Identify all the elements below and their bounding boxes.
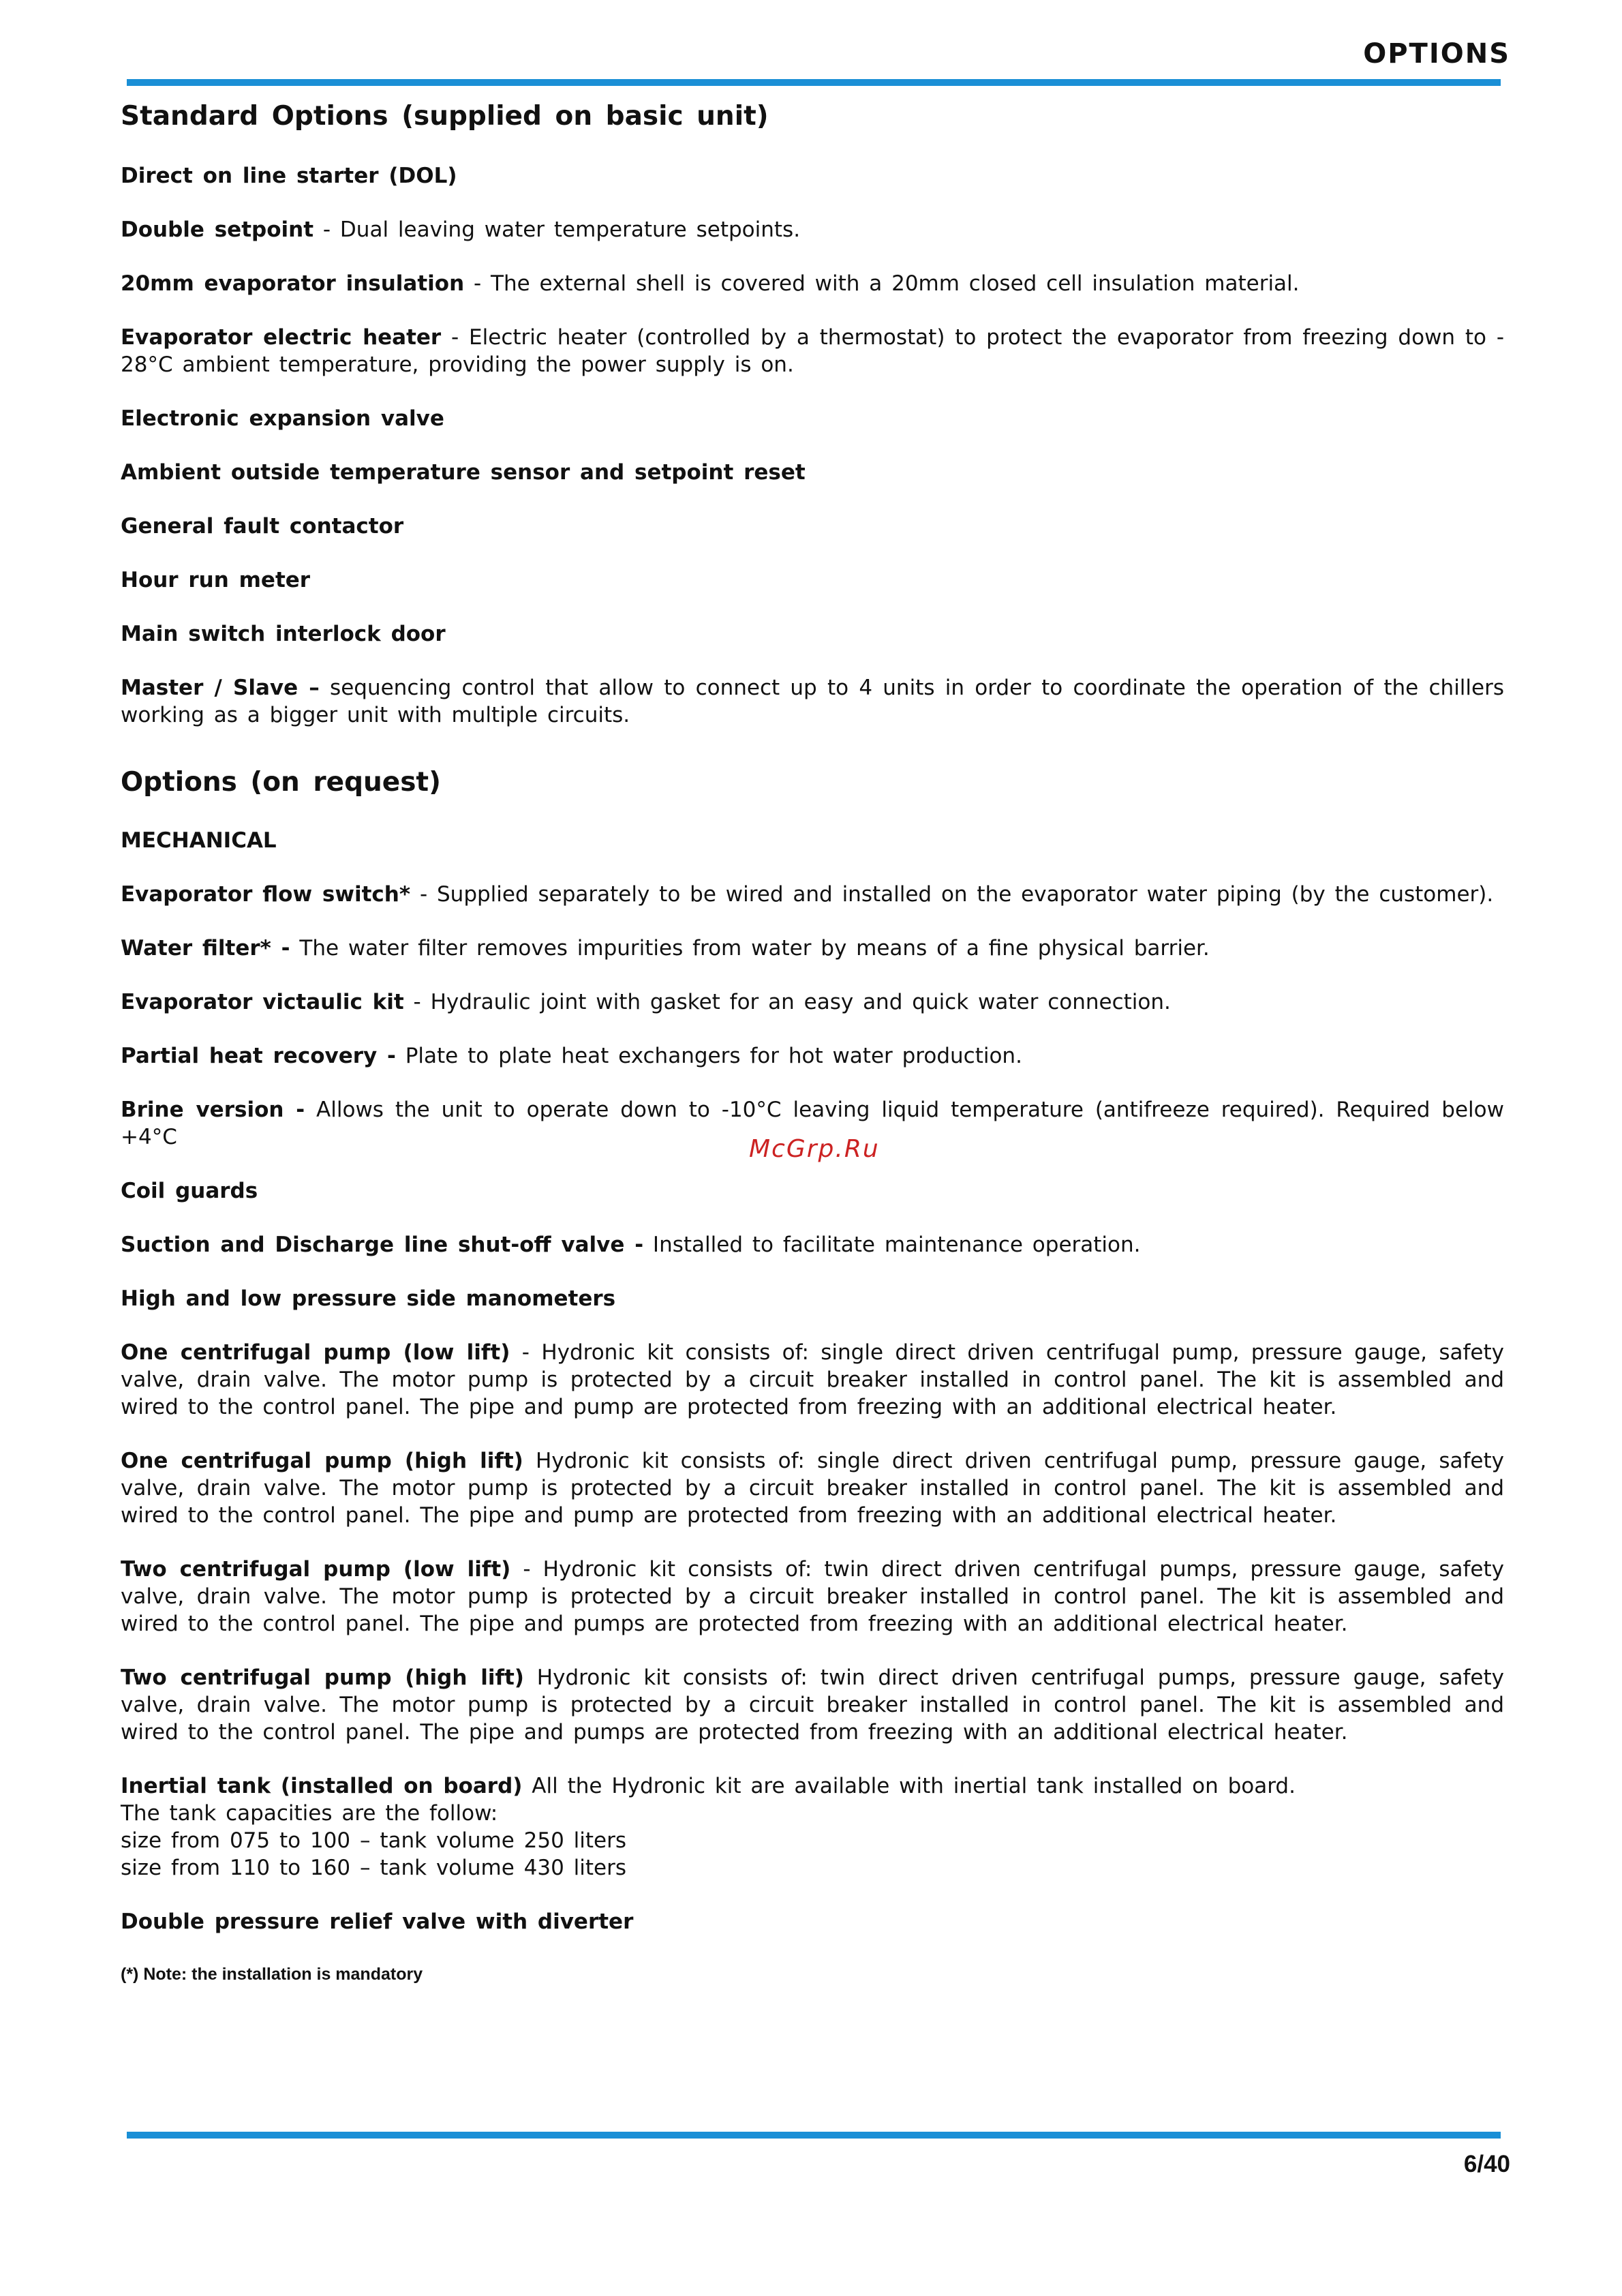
option-term: One centrifugal pump (low lift) [121,1340,510,1365]
option-description: sequencing control that allow to connect up to 4 units in order to coordinate the operation of the chillers working as a bigger unit with multiple circuits. [121,676,1504,727]
option-description: Plate to plate heat exchangers for hot water production. [395,1044,1022,1068]
option-description: - Hydronic kit consists of: single direct driven centrifugal pump, pressure gauge, safety valve, drain valve. The motor pump is protected by a circuit breaker installed in control panel. The kit is assembled and wired to the control panel. The pipe and pump are protected from freezing with an additional electrical heater. [121,1340,1504,1419]
option-term: Direct on line starter (DOL) [121,164,457,188]
standard-options-list [121,162,1504,729]
option-description: Installed to facilitate maintenance operation. [643,1233,1141,1257]
option-item [121,513,1504,540]
option-term: Brine version - [121,1098,305,1122]
request-options-list [121,881,1504,1746]
option-description: - Dual leaving water temperature setpoints. [313,217,801,242]
option-term: One centrifugal pump (high lift) [121,1449,523,1473]
option-term: Ambient outside temperature sensor and setpoint reset [121,460,806,485]
option-term: Double setpoint [121,217,314,242]
option-term: High and low pressure side manometers [121,1286,616,1311]
option-term: Water filter* - [121,936,290,961]
option-item [121,1231,1504,1258]
option-item [121,162,1504,190]
tank-capacity-row: size from 075 to 100 – tank volume 250 liters [121,1828,627,1853]
option-term: General fault contactor [121,514,404,539]
option-item [121,270,1504,297]
request-options-heading: Options (on request) [121,767,441,798]
option-item [121,935,1504,962]
option-term: Hour run meter [121,568,311,592]
option-description: - Hydraulic joint with gasket for an easy and quick water connection. [403,990,1171,1014]
option-description: All the Hydronic kit are available with inertial tank installed on board. [522,1774,1296,1798]
option-item [121,881,1504,908]
page-number: 6/40 [1463,2151,1510,2177]
option-item [121,1285,1504,1312]
option-item [121,988,1504,1016]
option-term: Evaporator victaulic kit [121,990,404,1014]
page-header-title: OPTIONS [1363,38,1510,70]
tank-capacity-intro: The tank capacities are the follow: [121,1801,498,1826]
watermark-text: McGrp.Ru [749,1135,880,1163]
option-description: - Hydronic kit consists of: twin direct driven centrifugal pumps, pressure gauge, safety valve, drain valve. The motor pump is protected by a circuit breaker installed in control panel. The kit is assembled and wired to the control panel. The pipe and pumps are protected from freezing with an additional electrical heater. [121,1557,1504,1636]
option-description: Hydronic kit consists of: twin direct driven centrifugal pumps, pressure gauge, safety valve, drain valve. The motor pump is protected by a circuit breaker installed in control panel. The kit is assembled and wired to the control panel. The pipe and pumps are protected from freezing with an additional electrical heater. [121,1665,1504,1744]
option-term: Electronic expansion valve [121,406,444,431]
inertial-tank-item [121,1772,1504,1882]
option-term: Main switch interlock door [121,622,446,646]
mechanical-subheading: MECHANICAL [121,828,277,853]
option-term: Coil guards [121,1179,258,1203]
option-term: Master / Slave – [121,676,320,700]
option-item [121,216,1504,243]
option-term: Suction and Discharge line shut-off valve - [121,1233,644,1257]
option-term: Evaporator flow switch* [121,882,411,907]
option-item [121,1177,1504,1205]
option-description: - The external shell is covered with a 20mm closed cell insulation material. [464,271,1300,296]
option-term: Inertial tank (installed on board) [121,1774,523,1798]
option-item [121,459,1504,486]
option-term: Two centrifugal pump (high lift) [121,1665,524,1690]
option-item [121,1339,1504,1421]
option-item [121,567,1504,594]
option-item [121,1908,1504,1935]
tank-capacity-row: size from 110 to 160 – tank volume 430 liters [121,1856,627,1880]
option-description: The water filter removes impurities from water by means of a fine physical barrier. [290,936,1210,961]
option-description: - Electric heater (controlled by a thermostat) to protect the evaporator from freezing down to - 28°C ambient temperature, providing the power supply is on. [121,325,1505,377]
header-divider [127,79,1501,86]
option-term: 20mm evaporator insulation [121,271,465,296]
option-item [121,1556,1504,1637]
footer-divider [127,2132,1501,2139]
document-body [121,94,1504,1986]
option-item [121,674,1504,729]
installation-note: (*) Note: the installation is mandatory [121,1965,423,1984]
option-description: - Supplied separately to be wired and installed on the evaporator water piping (by the customer). [410,882,1494,907]
option-term: Double pressure relief valve with diverter [121,1909,634,1934]
option-term: Partial heat recovery - [121,1044,396,1068]
option-item [121,1042,1504,1070]
option-item [121,324,1504,378]
option-description: Hydronic kit consists of: single direct driven centrifugal pump, pressure gauge, safety valve, drain valve. The motor pump is protected by a circuit breaker installed in control panel. The kit is assembled and wired to the control panel. The pipe and pump are protected from freezing with an additional electrical heater. [121,1449,1505,1528]
option-item [121,620,1504,648]
option-item [121,405,1504,432]
option-description: Allows the unit to operate down to -10°C leaving liquid temperature (antifreeze required). Required below +4°C [121,1098,1504,1149]
standard-options-heading: Standard Options (supplied on basic unit) [121,101,769,132]
option-item [121,1447,1504,1529]
option-term: Evaporator electric heater [121,325,442,350]
option-item [121,1664,1504,1746]
option-term: Two centrifugal pump (low lift) [121,1557,511,1582]
